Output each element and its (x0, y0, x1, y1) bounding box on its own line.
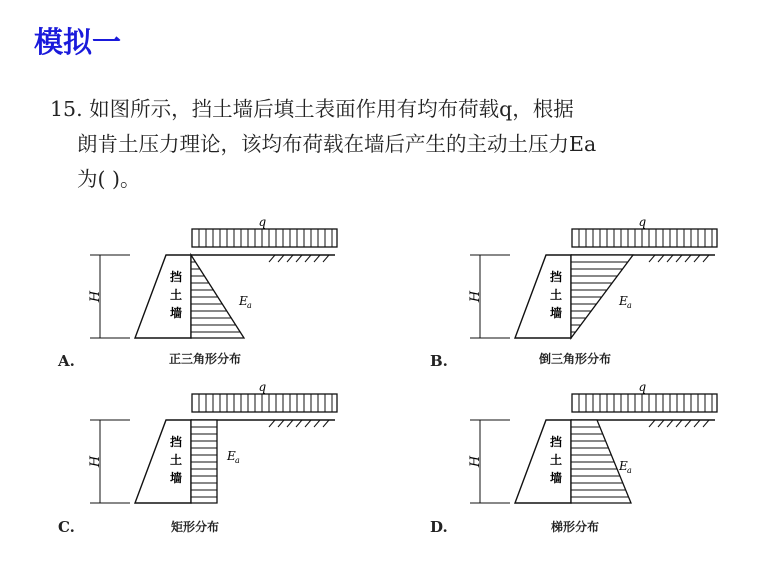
ea-label: E (619, 459, 628, 473)
ground-hatch (676, 255, 682, 262)
diagram-b (460, 215, 740, 345)
ground-hatch (296, 420, 302, 427)
wall-label-char: 土 (169, 288, 183, 302)
option-b-figure (460, 215, 740, 345)
option-c-caption: 矩形分布 (170, 520, 219, 534)
ground-hatch (694, 420, 700, 427)
wall-label-char: 墙 (169, 306, 183, 320)
ground-hatch (287, 420, 293, 427)
ea-label: E (619, 294, 628, 308)
option-d-figure (460, 380, 740, 510)
option-d-letter: D. (430, 518, 448, 536)
height-label: H (88, 290, 103, 303)
diagram-c (80, 380, 360, 510)
load-label-q: q (258, 215, 267, 229)
ground-hatch (278, 420, 284, 427)
option-c-letter: C. (58, 518, 75, 536)
distributed-load (192, 229, 337, 247)
ground-hatch (269, 255, 275, 262)
ground-hatch (658, 255, 664, 262)
load-label-q: q (258, 380, 267, 394)
ground-hatch (278, 255, 284, 262)
option-b-letter: B. (430, 352, 448, 370)
ground-hatch (694, 255, 700, 262)
ground-hatch (685, 255, 691, 262)
diagram-a (80, 215, 360, 345)
ea-subscript: a (235, 456, 240, 465)
ground-hatch (305, 255, 311, 262)
wall-label-char: 墙 (549, 471, 563, 485)
wall-label-char: 土 (169, 453, 183, 467)
option-a-figure (80, 215, 360, 345)
ground-hatch (314, 255, 320, 262)
ea-label: E (239, 294, 248, 308)
option-a-letter: A. (58, 352, 75, 370)
question-number: 15. (50, 97, 83, 121)
distributed-load (192, 394, 337, 412)
load-label-q: q (638, 380, 647, 394)
height-label: H (468, 290, 483, 303)
slide-title: 模拟一 (34, 25, 122, 59)
retaining-wall (135, 420, 191, 503)
retaining-wall (135, 255, 191, 338)
height-label: H (88, 455, 103, 468)
ground-hatch (667, 255, 673, 262)
ground-hatch (269, 420, 275, 427)
wall-label-char: 挡 (169, 270, 183, 284)
diagram-d (460, 380, 740, 510)
distributed-load (572, 229, 717, 247)
retaining-wall (515, 255, 571, 338)
question-line-2: 朗肯土压力理论，该均布荷载在墙后产生的主动土压力Ea (77, 132, 597, 156)
option-c-figure (80, 380, 360, 510)
ground-hatch (287, 255, 293, 262)
ground-hatch (649, 255, 655, 262)
ground-hatch (703, 420, 709, 427)
wall-label-char: 土 (549, 288, 563, 302)
question-text (50, 92, 750, 197)
option-a-caption: 正三角形分布 (168, 352, 241, 366)
ground-hatch (323, 420, 329, 427)
ground-hatch (676, 420, 682, 427)
wall-label-char: 挡 (549, 435, 563, 449)
wall-label-char: 土 (549, 453, 563, 467)
retaining-wall (515, 420, 571, 503)
wall-label-char: 墙 (169, 471, 183, 485)
load-label-q: q (638, 215, 647, 229)
distributed-load (572, 394, 717, 412)
wall-label-char: 挡 (169, 435, 183, 449)
option-b-caption: 倒三角形分布 (538, 352, 611, 366)
ea-subscript: a (627, 301, 632, 310)
ea-subscript: a (627, 466, 632, 475)
wall-label-char: 挡 (549, 270, 563, 284)
ground-hatch (649, 420, 655, 427)
question-line-3: 为( )。 (77, 167, 141, 191)
ground-hatch (685, 420, 691, 427)
ground-hatch (658, 420, 664, 427)
ground-hatch (323, 255, 329, 262)
ea-label: E (227, 449, 236, 463)
ea-subscript: a (247, 301, 252, 310)
wall-label-char: 墙 (549, 306, 563, 320)
ground-hatch (314, 420, 320, 427)
question-line-1: 15. 如图所示，挡土墙后填土表面作用有均布荷载q，根据 (50, 97, 574, 121)
ground-hatch (703, 255, 709, 262)
option-d-caption: 梯形分布 (550, 520, 599, 534)
ground-hatch (296, 255, 302, 262)
height-label: H (468, 455, 483, 468)
ground-hatch (305, 420, 311, 427)
ground-hatch (667, 420, 673, 427)
